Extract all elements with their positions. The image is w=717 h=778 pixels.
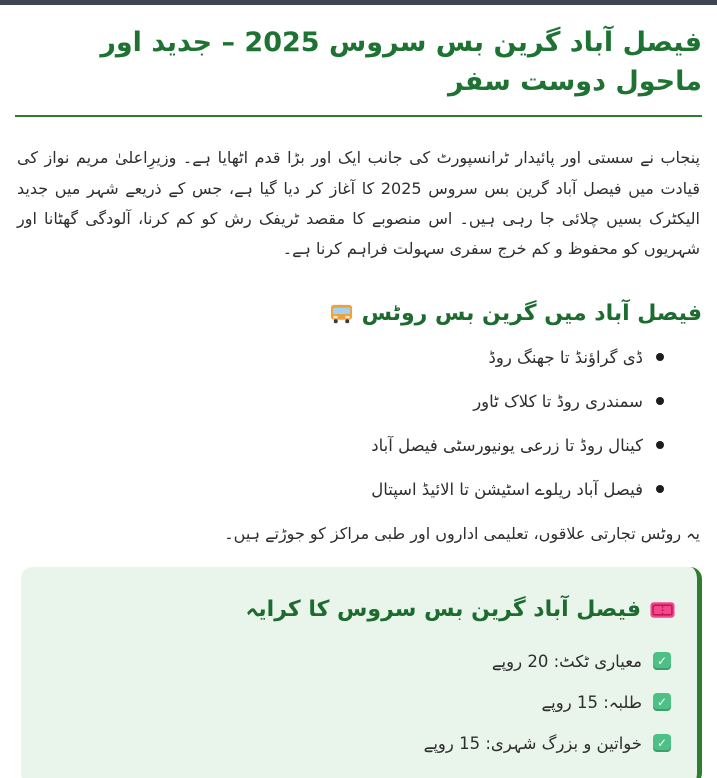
routes-list bbox=[15, 348, 702, 499]
bus-icon bbox=[330, 304, 353, 324]
dot-bullet-icon bbox=[656, 353, 664, 361]
dot-bullet-icon bbox=[656, 485, 664, 493]
intro-paragraph: پنجاب نے سستی اور پائیدار ٹرانسپورٹ کی جانب ایک اور بڑا قدم اٹھایا ہے۔ وزیرِاعلیٰ مریم نواز کی قیادت میں فیصل آباد گرین بس سروس 2025 کا آغاز کر دیا گیا ہے، جس کے ذریعے شہر میں جدید الیکٹرک بسیں چلائی جا رہی ہیں۔ اس منصوبے کا مقصد ٹریفک رش کو کم کرنا، آلودگی گھٹانا اور شہریوں کو محفوظ و کم خرج سفری سہولت فراہم کرنا ہے۔ bbox=[17, 148, 700, 259]
fare-heading-text: فیصل آباد گرین بس سروس کا کرایہ bbox=[245, 596, 641, 622]
routes-section-heading bbox=[15, 299, 702, 330]
route-list-item bbox=[15, 348, 664, 367]
fare-card bbox=[21, 567, 702, 778]
route-label: ڈی گراؤنڈ تا جھنگ روڈ bbox=[488, 347, 643, 367]
fare-label: طلبہ: 15 روپے bbox=[541, 692, 642, 712]
ticket-icon bbox=[650, 601, 675, 619]
fare-section-heading bbox=[43, 595, 675, 626]
routes-note: یہ روٹس تجارتی علاقوں، تعلیمی اداروں اور طبی مراکز کو جوڑتے ہیں۔ bbox=[224, 523, 700, 543]
page-title: فیصل آباد گرین بس سروس 2025 – جدید اور ماحول دوست سفر bbox=[15, 23, 702, 117]
fare-list-item bbox=[43, 652, 671, 671]
fare-label: خواتین و بزرگ شہری: 15 روپے bbox=[423, 733, 642, 753]
check-icon bbox=[653, 693, 671, 711]
fare-list-item bbox=[43, 693, 671, 712]
route-label: کینال روڈ تا زرعی یونیورسٹی فیصل آباد bbox=[371, 435, 643, 455]
dot-bullet-icon bbox=[656, 441, 664, 449]
fare-label: معیاری ٹکٹ: 20 روپے bbox=[491, 651, 642, 671]
route-label: فیصل آباد ریلوے اسٹیشن تا الائیڈ اسپتال bbox=[371, 479, 643, 499]
fare-list-item bbox=[43, 734, 671, 753]
route-label: سمندری روڈ تا کلاک ٹاور bbox=[473, 391, 643, 411]
check-icon bbox=[653, 652, 671, 670]
routes-heading-text: فیصل آباد میں گرین بس روٹس bbox=[361, 300, 702, 326]
route-list-item bbox=[15, 436, 664, 455]
fare-list bbox=[43, 652, 675, 753]
route-list-item bbox=[15, 480, 664, 499]
dot-bullet-icon bbox=[656, 397, 664, 405]
document-page bbox=[0, 5, 717, 778]
check-icon bbox=[653, 734, 671, 752]
route-list-item bbox=[15, 392, 664, 411]
